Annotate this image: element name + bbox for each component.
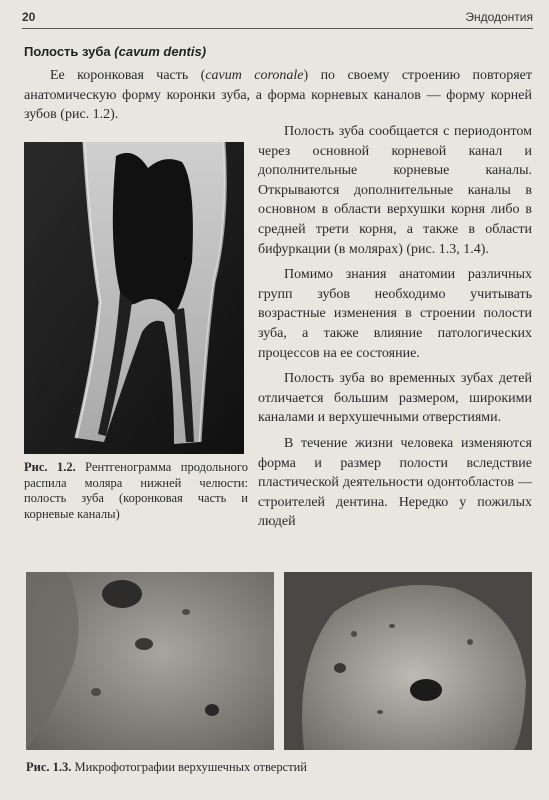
figure-1-3-micrograph-left [26,572,274,750]
section-title-latin: (cavum dentis) [114,44,207,59]
intro-part1: Ее коронковая часть ( [50,68,206,83]
figure-1-3-label: Рис. 1.3. [26,760,72,774]
right-text-column [258,122,532,538]
page-header [22,6,533,29]
intro-latin: cavum coronale [205,68,304,83]
paragraph: Полость зуба сообщается с периодонтом через основной корневой канал и дополнительные корневые каналы. Открываются дополнительные каналы в основном в области верхушки корня либо в средней трети корня, а также в области бифуркации (в молярах) (рис. 1.3, 1.4). [258,124,532,257]
figure-1-2-label: Рис. 1.2. [24,460,76,474]
figure-1-2-radiograph [24,142,244,454]
intro-part2: ) по своему строению повторяет анатомическую форму коронки зуба, а форма корневых каналов — форму корней зубов (рис. 1.2). [24,68,532,122]
tooth-radiograph-image [24,142,244,454]
figure-1-3-caption [26,760,526,775]
figure-1-3-micrograph-right [284,572,532,750]
paragraph: В течение жизни человека изменяются форма и размер полости вследствие пластической деятельности одонтобластов — строителей дентина. Нередко у пожилых людей [258,435,532,530]
running-title: Эндодонтия [465,10,533,24]
page-number: 20 [22,10,36,24]
paragraph: Помимо знания анатомии различных групп зубов необходимо учитывать возрастные изменения в строении полости зуба, а также влияние патологических процессов на ее состояние. [258,267,532,361]
figure-1-2-caption [24,460,248,522]
paragraph: Полость зуба во временных зубах детей отличается большим размером, широкими каналами и верхушечными отверстиями. [258,371,532,426]
apical-foramen-micrograph-left [26,572,274,750]
figure-1-3-caption-text: Микрофотографии верхушечных отверстий [74,760,307,774]
intro-paragraph [24,66,532,125]
apical-foramen-micrograph-right [284,572,532,750]
section-title [24,44,206,59]
figure-1-2-caption-text: Рентгенограмма продольного распила моляра нижней челюсти: полость зуба (коронковая часть и корневые каналы) [24,460,248,521]
section-title-text: Полость зуба [24,44,111,59]
